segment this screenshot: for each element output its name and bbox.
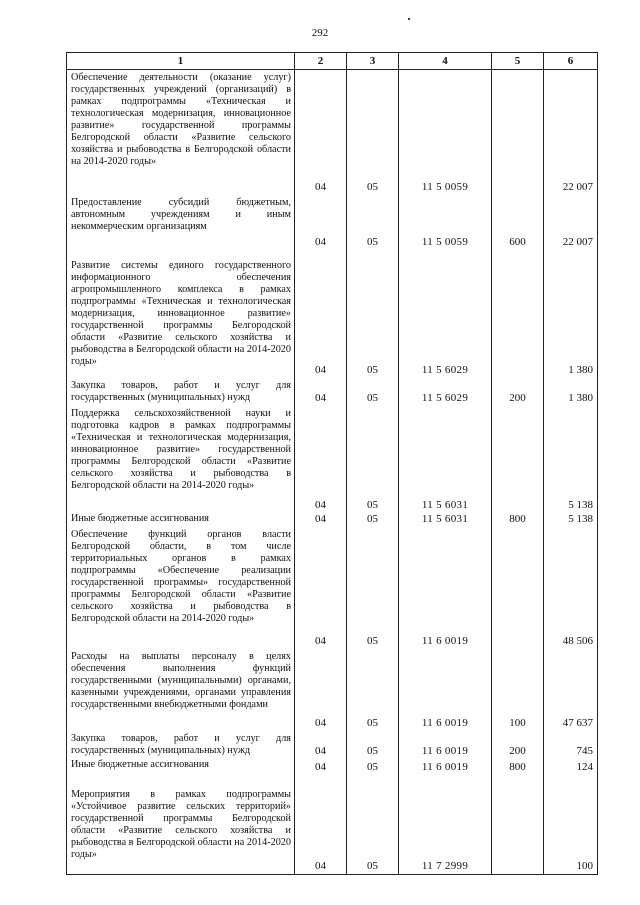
- row-section: 04: [295, 70, 347, 195]
- row-section: 04: [295, 378, 347, 406]
- row-subsection: 05: [347, 70, 399, 195]
- row-description: Расходы на выплаты персоналу в целях обеспечения выполнения функций государственными (муниципальными) органами, казенными учреждениями, органами управления государственными внебюджетными фондами: [71, 650, 291, 710]
- header-col-1: 1: [67, 53, 295, 70]
- row-target-code: 11 7 2999: [399, 775, 492, 875]
- row-subsection: 05: [347, 195, 399, 250]
- table-row: [67, 775, 598, 875]
- row-amount: 745: [544, 731, 598, 759]
- row-subsection: 05: [347, 406, 399, 513]
- row-expense-type: [492, 70, 544, 195]
- row-section: 04: [295, 759, 347, 775]
- row-target-code: 11 5 6031: [399, 406, 492, 513]
- row-amount: 5 138: [544, 406, 598, 513]
- row-section: 04: [295, 250, 347, 378]
- row-expense-type: 200: [492, 378, 544, 406]
- budget-table: [66, 52, 598, 875]
- row-target-code: 11 6 0019: [399, 759, 492, 775]
- row-description: Закупка товаров, работ и услуг для государственных (муниципальных) нужд: [71, 379, 291, 403]
- row-target-code: 11 6 0019: [399, 731, 492, 759]
- row-target-code: 11 5 0059: [399, 195, 492, 250]
- row-subsection: 05: [347, 731, 399, 759]
- table-row: [67, 250, 598, 378]
- table-row: [67, 649, 598, 731]
- row-target-code: 11 6 0019: [399, 649, 492, 731]
- row-expense-type: 800: [492, 759, 544, 775]
- row-subsection: 05: [347, 527, 399, 649]
- table-row: [67, 195, 598, 250]
- row-target-code: 11 5 0059: [399, 70, 492, 195]
- row-description: Поддержка сельскохозяйственной науки и подготовка кадров в рамках подпрограммы «Техническая и технологическая модернизация, инновационное развитие» государственной программы Белгородской области «Развитие сельского хозяйства и рыбоводства в Белгородской области на 2014-2020 годы»: [71, 407, 291, 491]
- row-expense-type: [492, 406, 544, 513]
- table-row: [67, 513, 598, 527]
- table-row: [67, 759, 598, 775]
- row-description: Предоставление субсидий бюджетным, автономным учреждениям и иным некоммерческим организациям: [71, 196, 291, 232]
- row-section: 04: [295, 731, 347, 759]
- row-expense-type: 600: [492, 195, 544, 250]
- row-amount: 1 380: [544, 250, 598, 378]
- row-section: 04: [295, 649, 347, 731]
- row-expense-type: [492, 250, 544, 378]
- row-expense-type: [492, 775, 544, 875]
- row-target-code: 11 6 0019: [399, 527, 492, 649]
- row-subsection: 05: [347, 378, 399, 406]
- header-col-5: 5: [492, 53, 544, 70]
- row-amount: 5 138: [544, 513, 598, 527]
- row-amount: 100: [544, 775, 598, 875]
- row-description: Иные бюджетные ассигнования: [71, 758, 209, 770]
- row-amount: 48 506: [544, 527, 598, 649]
- row-subsection: 05: [347, 759, 399, 775]
- row-section: 04: [295, 195, 347, 250]
- row-expense-type: 100: [492, 649, 544, 731]
- table-row: [67, 406, 598, 513]
- table-row: [67, 378, 598, 406]
- row-subsection: 05: [347, 649, 399, 731]
- row-section: 04: [295, 527, 347, 649]
- row-expense-type: 800: [492, 513, 544, 527]
- row-expense-type: 200: [492, 731, 544, 759]
- row-amount: 47 637: [544, 649, 598, 731]
- table-row: [67, 70, 598, 195]
- row-description: Обеспечение деятельности (оказание услуг) государственных учреждений (организаций) в рамках подпрограммы «Техническая и технологическая модернизация, инновационное развитие» государственной программы Белгородской области «Развитие сельского хозяйства и рыбоводства в Белгородской области на 2014-2020 годы»: [71, 72, 291, 167]
- header-col-6: 6: [544, 53, 598, 70]
- row-subsection: 05: [347, 775, 399, 875]
- header-row: [67, 53, 598, 70]
- row-amount: 124: [544, 759, 598, 775]
- row-section: 04: [295, 775, 347, 875]
- table-row: [67, 527, 598, 649]
- page-number: 292: [311, 27, 329, 39]
- row-target-code: 11 5 6031: [399, 513, 492, 527]
- row-subsection: 05: [347, 513, 399, 527]
- row-expense-type: [492, 527, 544, 649]
- header-col-4: 4: [399, 53, 492, 70]
- header-col-3: 3: [347, 53, 399, 70]
- row-description: Обеспечение функций органов власти Белгородской области, в том числе территориальных органов в рамках подпрограммы «Обеспечение реализации государственной программы» государственной программы Белгородской области «Развитие сельского хозяйства и рыбоводства в Белгородской области на 2014-2020 годы»: [71, 528, 291, 624]
- row-target-code: 11 5 6029: [399, 250, 492, 378]
- row-amount: 1 380: [544, 378, 598, 406]
- header-col-2: 2: [295, 53, 347, 70]
- row-subsection: 05: [347, 250, 399, 378]
- row-description: Закупка товаров, работ и услуг для государственных (муниципальных) нужд: [71, 732, 291, 756]
- scan-speck: [408, 18, 410, 20]
- row-description: Иные бюджетные ассигнования: [71, 512, 209, 524]
- row-description: Мероприятия в рамках подпрограммы «Устойчивое развитие сельских территорий» государственной программы Белгородской области «Развитие сельского хозяйства и рыбоводства в Белгородской области на 2014-2020 годы»: [71, 788, 291, 860]
- row-amount: 22 007: [544, 70, 598, 195]
- table-row: [67, 731, 598, 759]
- row-target-code: 11 5 6029: [399, 378, 492, 406]
- row-section: 04: [295, 513, 347, 527]
- row-amount: 22 007: [544, 195, 598, 250]
- row-section: 04: [295, 406, 347, 513]
- row-description: Развитие системы единого государственного информационного обеспечения агропромышленного комплекса в рамках подпрограммы «Техническая и технологическая модернизация, инновационное развитие» государственной программы Белгородской области «Развитие сельского хозяйства и рыбоводства в Белгородской области на 2014-2020 годы»: [71, 259, 291, 367]
